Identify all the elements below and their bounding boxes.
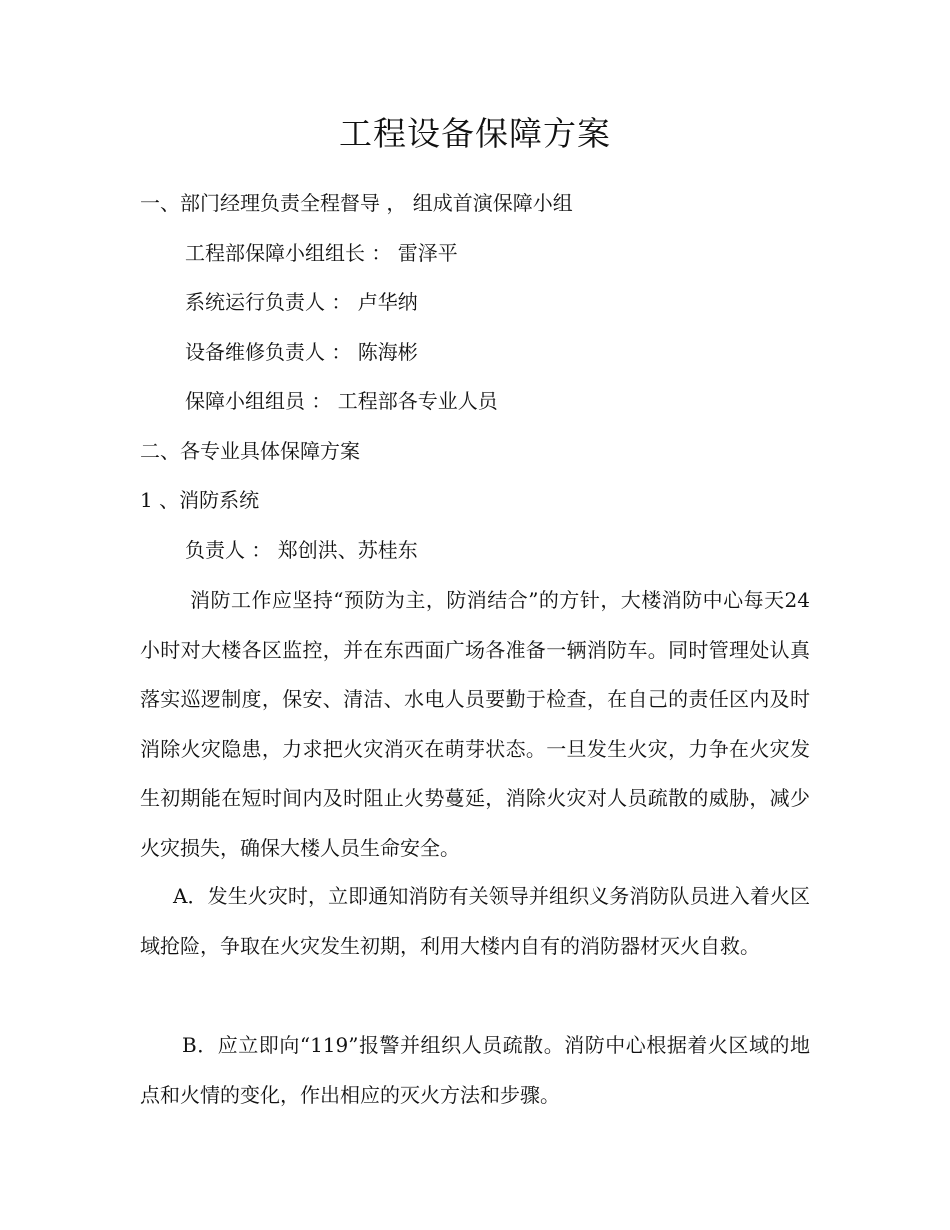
fire-system-responsible: 负责人 ： 郑创洪、苏桂东	[185, 538, 418, 562]
section-1-heading: 一、部门经理负责全程督导 ， 组成首演保障小组	[140, 191, 573, 215]
fire-item-a: A．发生火灾时，立即通知消防有关领导并组织义务消防队员进入着火区域抢险，争取在火灾发生初期，利用大楼内自有的消防器材灭火自救。	[140, 884, 810, 958]
member-line-team-leader: 工程部保障小组组长 ： 雷泽平	[185, 241, 458, 265]
section-2-heading: 二、各专业具体保障方案	[140, 439, 360, 463]
subsection-fire-system-heading: 1 、消防系统	[140, 488, 260, 512]
document-title: 工程设备保障方案	[339, 114, 611, 153]
fire-system-paragraph: 消防工作应坚持“预防为主，防消结合”的方针，大楼消防中心每天24小时对大楼各区监控，并在东西面广场各准备一辆消防车。同时管理处认真落实巡逻制度，保安、清洁、水电人员要勤于检查，在自己的责任区内及时消除火灾隐患，力求把火灾消灭在萌芽状态。一旦发生火灾，力争在火灾发生初期能在短时间内及时阻止火势蔓延，消除火灾对人员疏散的威胁，减少火灾损失，确保大楼人员生命安全。	[140, 588, 810, 860]
fire-item-b: B．应立即向“119”报警并组织人员疏散。消防中心根据着火区域的地点和火情的变化，作出相应的灭火方法和步骤。	[140, 1033, 810, 1107]
member-line-team-members: 保障小组组员 ： 工程部各专业人员	[185, 389, 498, 413]
member-line-equipment-repair: 设备维修负责人 ： 陈海彬	[185, 340, 418, 364]
member-line-system-operation: 系统运行负责人 ： 卢华纳	[185, 290, 418, 314]
